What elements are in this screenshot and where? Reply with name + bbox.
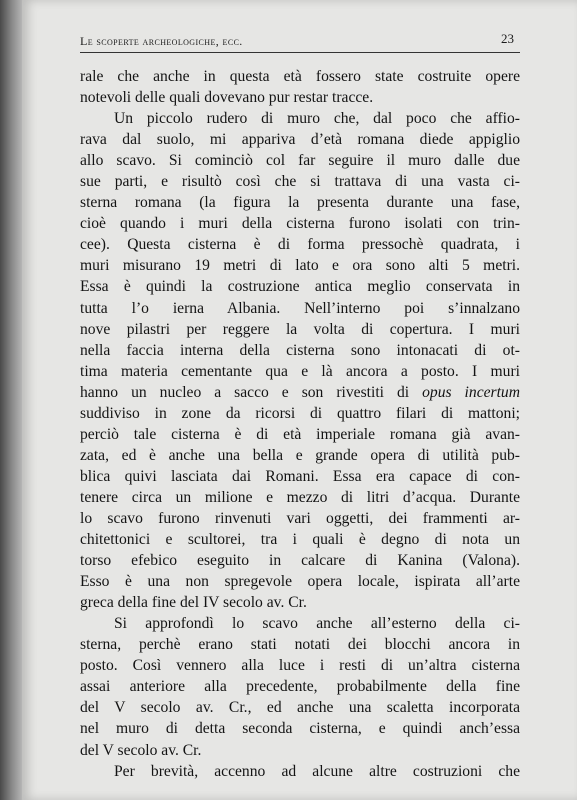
text-line	[80, 697, 520, 718]
text-line	[80, 192, 520, 213]
body-text	[80, 66, 520, 782]
text-line-content: rale che anche in questa età fossero state costruite opere	[80, 68, 520, 85]
text-line	[80, 529, 520, 550]
text-line	[80, 676, 520, 697]
text-line-content: nel muro di detta seconda cisterna, e quindi anch’essa	[80, 720, 520, 738]
text-line-content: posto. Così vennero alla luce i resti di un’altra cisterna	[80, 657, 520, 675]
text-line-content: tenere circa un milione e mezzo di litri d’acqua. Durante	[80, 488, 520, 506]
text-line	[80, 592, 520, 613]
text-line-content: Per brevità, accenno ad alcune altre costruzioni che	[114, 762, 520, 780]
text-line	[80, 276, 520, 297]
text-line	[80, 361, 520, 382]
text-line-content: torso efebico eseguito in calcare di Kanina (Valona).	[80, 552, 520, 570]
page-number: 23	[501, 31, 514, 46]
text-line	[80, 298, 520, 319]
text-line	[80, 319, 520, 340]
text-line	[80, 340, 520, 361]
text-line	[80, 634, 520, 655]
text-line	[80, 718, 520, 739]
text-line	[80, 487, 520, 508]
text-line	[80, 255, 520, 276]
text-line	[80, 171, 520, 192]
book-binding-shadow	[0, 0, 22, 800]
text-line-content: hanno un nucleo a sacco e son rivestiti di	[80, 383, 423, 401]
text-line-content: allo scavo. Si cominciò col far seguire il muro dalle due	[80, 152, 520, 170]
text-line	[80, 150, 520, 171]
text-line-content: greca della fine del IV secolo av. Cr.	[80, 594, 307, 612]
text-line-content: Esso è una non spregevole opera locale, ispirata all’arte	[80, 573, 520, 591]
text-line-content: nove pilastri per reggere la volta di copertura. I muri	[80, 320, 520, 338]
text-line	[80, 213, 520, 234]
text-line	[80, 403, 520, 424]
text-line-content: notevoli delle quali dovevano pur restar tracce.	[80, 89, 374, 107]
text-line	[80, 424, 520, 445]
text-line-content: tutta l’o ierna Albania. Nell’interno poi s’innalzano	[80, 299, 520, 317]
text-line	[80, 66, 520, 87]
book-page	[22, 0, 577, 800]
text-line	[80, 234, 520, 255]
text-line-content: zata, ed è anche una bella e grande opera di utilità pub-	[80, 446, 520, 464]
text-line-content: Si approfondì lo scavo anche all’esterno della ci-	[114, 615, 520, 633]
text-line-content: Essa è quindi la costruzione antica meglio conservata in	[80, 278, 520, 296]
text-line-content: muri misurano 19 metri di lato e ora sono alti 5 metri.	[80, 257, 520, 275]
text-line-content: lo scavo furono rinvenuti vari oggetti, dei frammenti ar-	[80, 509, 520, 527]
text-line	[80, 740, 520, 761]
text-line-content: cioè quando i muri della cisterna furono isolati con trin-	[80, 215, 520, 233]
text-line	[80, 129, 520, 150]
text-line-content: nella faccia interna della cisterna sono intonacati di ot-	[80, 341, 520, 359]
text-line-content: blica quivi lasciata dai Romani. Essa era capace di con-	[80, 467, 520, 485]
running-header	[80, 30, 520, 53]
text-line-content: perciò tale cisterna è di età imperiale romana già avan-	[80, 425, 520, 443]
text-line	[80, 550, 520, 571]
text-line-content: chitettonici e scultorei, tra i quali è degno di nota un	[80, 531, 520, 549]
text-line	[80, 571, 520, 592]
text-line-content: del V secolo av. Cr.	[80, 741, 202, 759]
text-line	[80, 87, 520, 108]
text-line	[80, 613, 520, 634]
text-line	[80, 466, 520, 487]
text-line-content: assai anteriore alla precedente, probabilmente della fine	[80, 678, 520, 696]
text-line	[80, 108, 520, 129]
text-line-content: suddiviso in zone da ricorsi di quattro filari di mattoni;	[80, 404, 520, 422]
text-line-content: Un piccolo rudero di muro che, dal poco che affio-	[114, 110, 520, 128]
text-line-content: sterna, perchè erano stati notati dei blocchi ancora in	[80, 636, 520, 654]
text-line-content: cee). Questa cisterna è di forma pressochè quadrata, i	[80, 236, 520, 254]
text-line-content: del V secolo av. Cr., ed anche una scaletta incorporata	[80, 699, 520, 717]
text-line	[80, 445, 520, 466]
text-line-content: sterna romana (la figura la presenta durante una fase,	[80, 194, 520, 212]
text-line-content: tima materia cementante qua e là ancora a posto. I muri	[80, 362, 520, 380]
text-line-content: rava dal suolo, mi appariva d’età romana diede appiglio	[80, 131, 520, 149]
text-line	[80, 508, 520, 529]
text-line	[80, 382, 520, 403]
text-line	[80, 761, 520, 782]
text-line-italic: opus incertum	[422, 383, 520, 401]
running-header-title: Le scoperte archeologiche, ecc.	[80, 34, 243, 48]
text-line	[80, 655, 520, 676]
text-line-content: sue parti, e risultò così che si trattava di una vasta ci-	[80, 173, 520, 191]
